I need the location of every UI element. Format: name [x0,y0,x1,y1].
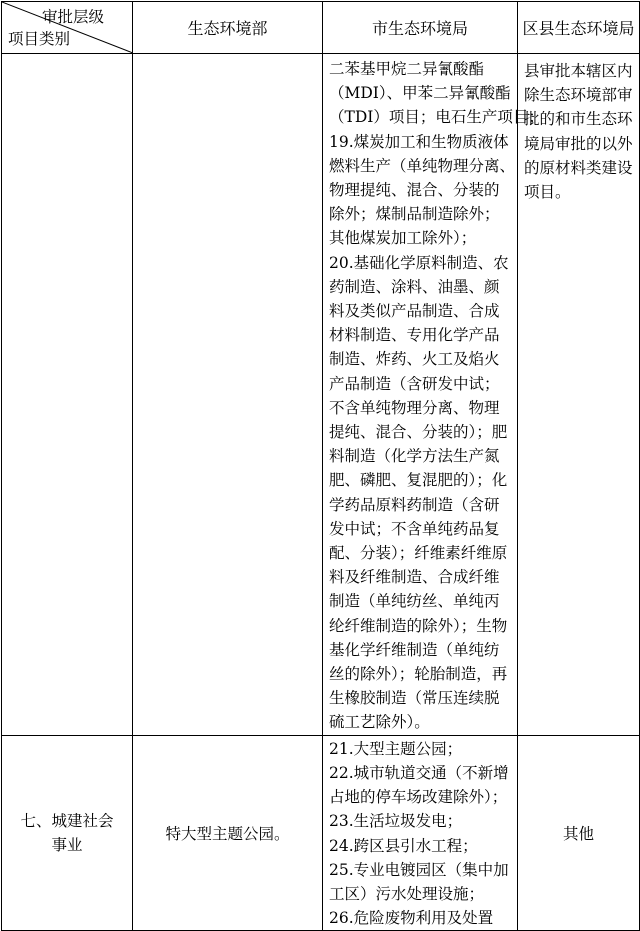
header-row [2,2,640,54]
text-line: 学药品原料药制造（含研 [329,495,500,514]
text-line: 20.基础化学原料制造、农 [329,253,509,272]
text-line: 料及类似产品制造、合成 [329,302,500,321]
county-bureau-cell [518,54,640,736]
text-line: 产品制造（含研发中试； [329,374,500,393]
table-row [2,735,640,931]
table-row [2,54,640,736]
city-bureau-text [323,54,544,735]
text-line: （TDI）项目；电石生产项目； [329,108,544,127]
text-line: 生橡胶制造（常压连续脱 [329,689,500,708]
text-line: 二苯基甲烷二异氰酸酯 [329,60,485,78]
approval-table [1,1,640,931]
text-line: 料制造（化学方法生产氮 [329,447,500,466]
text-line: 基化学纤维制造（单纯纺 [329,640,500,659]
text-line: 药制造、涂料、油墨、颜 [329,277,500,296]
county-bureau-cell: 其他 [518,735,640,931]
text-line: 其他煤炭加工除外）； [329,229,477,248]
text-line: 项目。 [524,183,571,202]
text-line: 七、城建社会 [20,812,114,830]
corner-bottom-label: 项目类别 [8,30,71,48]
text-line: 肥、磷肥、复混肥的）；化 [329,471,508,490]
ministry-cell: 特大型主题公园。 [133,735,323,931]
text-line: 县审批本辖区内 [524,62,633,80]
text-line: 发中试；不含单纯药品复 [329,519,500,538]
text-line: 除生态环境部审 [524,86,633,105]
text-line: 除外；煤制品制造除外； [329,205,500,224]
text-line: 硫工艺除外）。 [329,713,430,732]
text-line: 提纯、混合、分装的）；肥 [329,423,508,442]
corner-top-label: 审批层级 [41,8,104,26]
city-bureau-text [323,736,517,931]
text-line: 工区）污水处理设施； [329,884,485,903]
text-line: 不含单纯物理分离、物理 [329,398,500,417]
text-line: 25.专业电镀园区（集中加 [329,860,509,879]
text-line: 19.煤炭加工和生物质液体 [329,132,509,151]
text-line: 燃料生产（单纯物理分离、 [329,156,516,175]
county-bureau-text [518,54,639,204]
header-corner-cell [2,2,133,54]
text-line: 的原材料类建设 [524,158,633,177]
text-line: 料及纤维制造、合成纤维 [329,568,500,587]
header-city-bureau: 市生态环境局 [323,2,518,54]
header-county-bureau: 区县生态环境局 [518,2,640,54]
text-line: 制造（单纯纺丝、单纯丙 [329,592,500,611]
text-line: 配、分装）；纤维素纤维原 [329,544,508,563]
text-line: 境局审批的以外 [524,134,633,153]
text-line: 26.危险废物利用及处置 [329,909,494,928]
category-cell [2,735,133,931]
ministry-cell-empty [133,54,323,736]
text-line: 制造、炸药、火工及焰火 [329,350,500,369]
text-line: 批的和市生态环 [524,110,633,129]
text-line: 21.大型主题公园； [329,739,463,758]
text-line: 事业 [51,836,83,854]
city-bureau-cell [323,54,544,736]
city-bureau-cell [323,735,518,931]
text-line: 22.城市轨道交通（不新增 [329,763,509,782]
category-cell-empty [2,54,133,736]
text-line: 占地的停车场改建除外）； [329,788,508,807]
text-line: 物理提纯、混合、分装的 [329,181,500,200]
header-ministry: 生态环境部 [133,2,323,54]
text-line: 24.跨区县引水工程； [329,836,478,855]
category-text [2,809,132,857]
text-line: 材料制造、专用化学产品 [329,326,500,345]
text-line: 23.生活垃圾发电； [329,812,463,831]
text-line: （MDI）、甲苯二异氰酸酯 [329,84,511,103]
text-line: 丝的除外）；轮胎制造，再 [329,665,508,684]
text-line: 纶纤维制造的除外）；生物 [329,616,508,635]
